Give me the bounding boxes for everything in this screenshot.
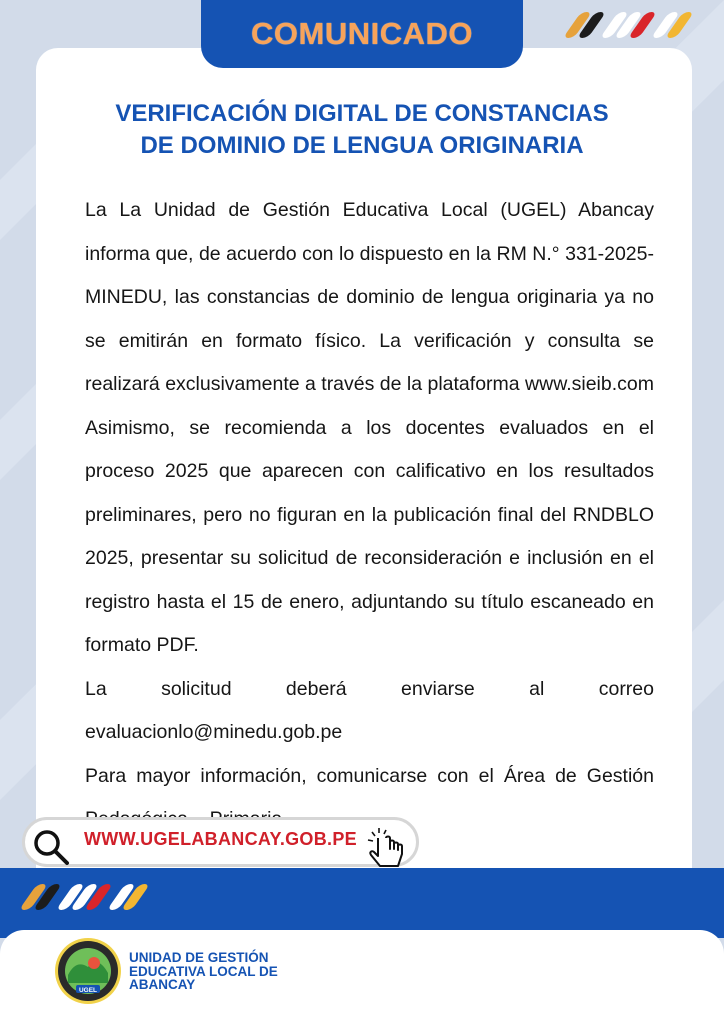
title-line-1: VERIFICACIÓN DIGITAL DE CONSTANCIAS xyxy=(115,100,609,127)
organization-name xyxy=(129,951,329,992)
org-line-3: ABANCAY xyxy=(129,977,196,992)
ugel-logo xyxy=(54,937,122,1005)
website-link[interactable]: WWW.UGELABANCAY.GOB.PE xyxy=(84,829,357,849)
paragraph-2: Asimismo, se recomienda a los docentes evaluados en el proceso 2025 que aparecen con calificativo en los resultados preliminares, pero no figuran en la publicación final del RNDBLO 2025, presentar su solicitud de reconsideración e inclusión en el registro hasta el 15 de enero, adjuntando su título escaneado en formato PDF. xyxy=(85,416,654,656)
decorative-stripes-top xyxy=(572,12,685,38)
page-title xyxy=(60,98,664,162)
title-line-2: DE DOMINIO DE LENGUA ORIGINARIA xyxy=(140,132,584,159)
paragraph-4: Para mayor información, comunicarse con el Área de Gestión xyxy=(85,764,654,787)
pointer-hand-icon xyxy=(364,826,410,870)
logo-text: UGEL xyxy=(78,987,98,994)
org-line-2: EDUCATIVA LOCAL DE xyxy=(129,963,278,979)
org-line-1: UNIDAD DE GESTIÓN xyxy=(129,950,269,965)
notice-body xyxy=(85,189,654,842)
badge-label: COMUNICADO xyxy=(251,16,473,51)
email-address[interactable]: evaluacionlo@minedu.gob.pe xyxy=(85,721,343,743)
paragraph-3-line-1: La solicitud deberá enviarse al correo xyxy=(85,677,654,700)
header-badge xyxy=(201,0,523,68)
decorative-stripes-bottom xyxy=(28,884,141,910)
search-icon xyxy=(32,828,72,868)
paragraph-1: La La Unidad de Gestión Educativa Local (UGEL) Abancay informa que, de acuerdo con lo dispuesto en la RM N.° 331-2025-MINEDU, las constancias de dominio de lengua originaria ya no se emitirán en formato físico. La verificación y consulta se realizará exclusivamente a través de la plataforma www.sieib.com xyxy=(85,199,654,395)
